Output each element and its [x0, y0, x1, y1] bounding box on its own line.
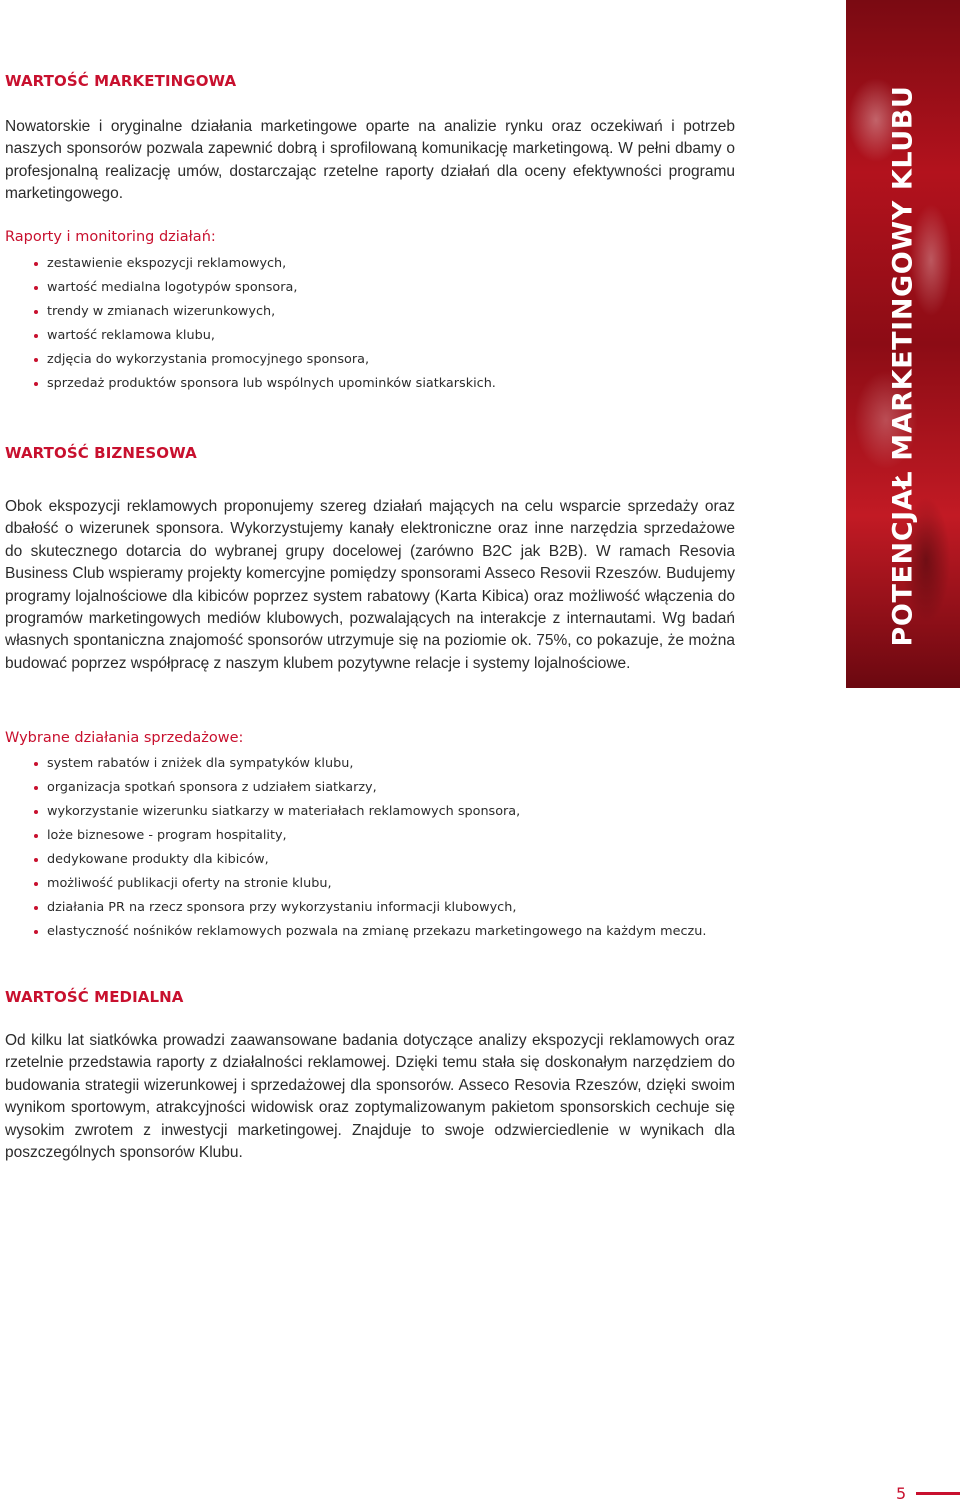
marketing-list-title: Raporty i monitoring działań:: [5, 229, 216, 245]
bullet-icon: [34, 930, 38, 934]
bullet-icon: [34, 382, 38, 386]
business-paragraph: Obok ekspozycji reklamowych proponujemy szereg działań mających na celu wsparcie sprzedaży oraz dbałość o wizerunek sponsora. Wykorzystujemy kanały elektroniczne oraz inne narzędzia sprzedażowe do skutecznego dotarcia do wybranej grupy docelowej (zarówno B2C jak B2B). W ramach Resovia Business Club wspieramy projekty komercyjne pomiędzy sponsorami Asseco Resovii Rzeszów. Budujemy programy lojalnościowe dla kibiców poprzez system rabatowy (Karta Kibica) oraz możliwość włączenia do programów marketingowych mediów klubowych, pozwalających na interakcje z internautami. Wg badań własnych spontaniczna znajomość sponsorów utrzymuje się na poziomie ok. 75%, co pokazuje, że można budować poprzez współpracę z naszym klubem pozytywne relacje i systemy lojalnościowe.: [5, 498, 735, 672]
page-number: 5: [896, 1484, 907, 1503]
list-item: system rabatów i zniżek dla sympatyków klubu,: [34, 752, 706, 776]
business-heading: WARTOŚĆ BIZNESOWA: [5, 444, 197, 462]
bullet-icon: [34, 834, 38, 838]
list-item: działania PR na rzecz sponsora przy wykorzystaniu informacji klubowych,: [34, 896, 706, 920]
list-item: trendy w zmianach wizerunkowych,: [34, 300, 496, 324]
list-item: wykorzystanie wizerunku siatkarzy w materiałach reklamowych sponsora,: [34, 800, 706, 824]
list-item: możliwość publikacji oferty na stronie klubu,: [34, 872, 706, 896]
list-item: dedykowane produkty dla kibiców,: [34, 848, 706, 872]
marketing-paragraph: Nowatorskie i oryginalne działania marketingowe oparte na analizie rynku oraz oczekiwań i potrzeb naszych sponsorów pozwala zapewnić dobrą i sprofilowaną komunikację marketingową. W pełni dbamy o profesjonalną realizację umów, dostarczając rzetelne raporty działań dla oceny efektywności programu marketingowego.: [5, 118, 735, 203]
bullet-icon: [34, 906, 38, 910]
bullet-icon: [34, 262, 38, 266]
side-banner: [846, 0, 960, 688]
bullet-icon: [34, 358, 38, 362]
list-item: elastyczność nośników reklamowych pozwala na zmianę przekazu marketingowego na każdym meczu.: [34, 920, 706, 944]
marketing-heading: WARTOŚĆ MARKETINGOWA: [5, 72, 237, 90]
side-banner-title: POTENCJAŁ MARKETINGOWY KLUBU: [887, 85, 919, 647]
list-item: organizacja spotkań sponsora z udziałem siatkarzy,: [34, 776, 706, 800]
bullet-icon: [34, 810, 38, 814]
list-item: loże biznesowe - program hospitality,: [34, 824, 706, 848]
marketing-list: [34, 252, 496, 396]
business-list-title: Wybrane działania sprzedażowe:: [5, 730, 244, 746]
page-number-rule: [916, 1492, 960, 1495]
business-list: [34, 752, 706, 944]
list-item: wartość reklamowa klubu,: [34, 324, 496, 348]
media-paragraph: Od kilku lat siatkówka prowadzi zaawansowane badania dotyczące analizy ekspozycji reklamowych oraz rzetelnie przedstawia raporty z działalności reklamowej. Dzięki temu stała się doskonałym narzędziem do budowania strategii wizerunkowej i sprzedażowej dla sponsorów. Asseco Resovia Rzeszów, dzięki swoim wynikom sportowym, atrakcyjności widowisk oraz zoptymalizowanym pakietom sponsorskich cechuje się wysokim zwrotem z inwestycji marketingowej. Znajduje to swoje odzwierciedlenie w wynikach dla poszczególnych sponsorów Klubu.: [5, 1032, 735, 1162]
bullet-icon: [34, 858, 38, 862]
list-item: wartość medialna logotypów sponsora,: [34, 276, 496, 300]
list-item: zdjęcia do wykorzystania promocyjnego sponsora,: [34, 348, 496, 372]
bullet-icon: [34, 786, 38, 790]
list-item: zestawienie ekspozycji reklamowych,: [34, 252, 496, 276]
bullet-icon: [34, 882, 38, 886]
media-heading: WARTOŚĆ MEDIALNA: [5, 988, 184, 1006]
bullet-icon: [34, 762, 38, 766]
bullet-icon: [34, 334, 38, 338]
bullet-icon: [34, 310, 38, 314]
list-item: sprzedaż produktów sponsora lub wspólnych upominków siatkarskich.: [34, 372, 496, 396]
bullet-icon: [34, 286, 38, 290]
